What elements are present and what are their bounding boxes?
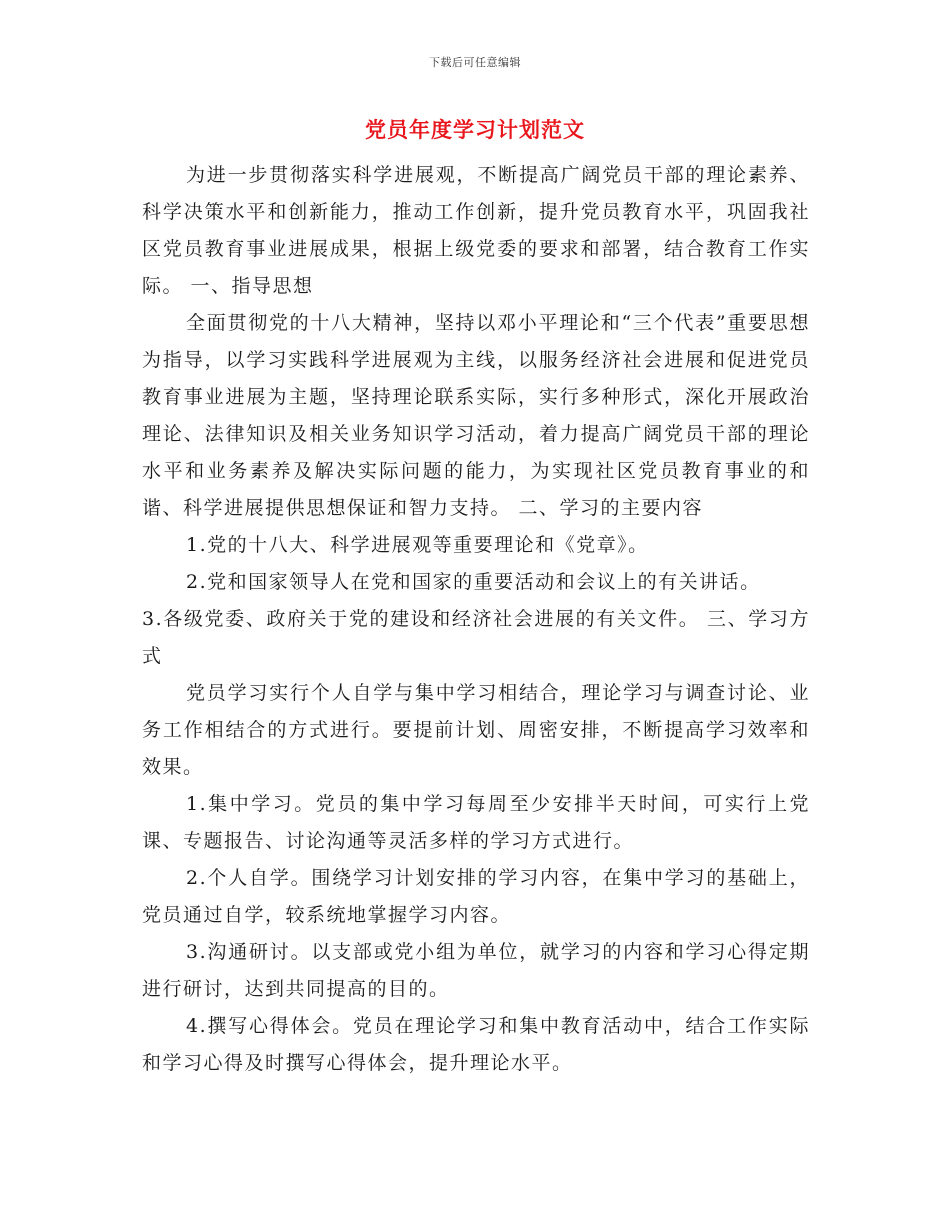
paragraph-content-item-2: 2.党和国家领导人在党和国家的重要活动和会议上的有关讲话。: [186, 571, 761, 593]
editable-note: 下载后可任意编辑: [429, 56, 521, 69]
paragraph-content-item-3: 3.各级党委、政府关于党的建设和经济社会进展的有关文件。 三、学习方式: [142, 608, 810, 667]
paragraph-method-1: 1.集中学习。党员的集中学习每周至少安排半天时间，可实行上党课、专题报告、讨论沟通等灵活多样的学习方式进行。: [142, 793, 810, 852]
paragraph-method-4: 4.撰写心得体会。党员在理论学习和集中教育活动中，结合工作实际和学习心得及时撰写心得体会，提升理论水平。: [142, 1015, 810, 1074]
paragraph-study-methods: 党员学习实行个人自学与集中学习相结合，理论学习与调查讨论、业务工作相结合的方式进行。要提前计划、周密安排，不断提高学习效率和效果。: [142, 682, 810, 778]
document-title: 党员年度学习计划范文: [365, 118, 585, 142]
paragraph-intro: 为进一步贯彻落实科学进展观，不断提高广阔党员干部的理论素养、科学决策水平和创新能力，推动工作创新，提升党员教育水平，巩固我社区党员教育事业进展成果，根据上级党委的要求和部署，结合教育工作实际。 一、指导思想: [142, 164, 810, 297]
paragraph-guiding-ideology: 全面贯彻党的十八大精神，坚持以邓小平理论和“三个代表”重要思想为指导，以学习实践科学进展观为主线，以服务经济社会进展和促进党员教育事业进展为主题，坚持理论联系实际，实行多种形式，深化开展政治理论、法律知识及相关业务知识学习活动，着力提高广阔党员干部的理论水平和业务素养及解决实际问题的能力，为实现社区党员教育事业的和谐、科学进展提供思想保证和智力支持。 二、学习的主要内容: [142, 312, 810, 519]
document-body: [142, 157, 810, 1082]
paragraph-method-3: 3.沟通研讨。以支部或党小组为单位，就学习的内容和学习心得定期进行研讨，达到共同提高的目的。: [142, 941, 810, 1000]
paragraph-method-2: 2.个人自学。围绕学习计划安排的学习内容，在集中学习的基础上，党员通过自学，较系统地掌握学习内容。: [142, 867, 810, 926]
paragraph-content-item-1: 1.党的十八大、科学进展观等重要理论和《党章》。: [186, 534, 649, 556]
